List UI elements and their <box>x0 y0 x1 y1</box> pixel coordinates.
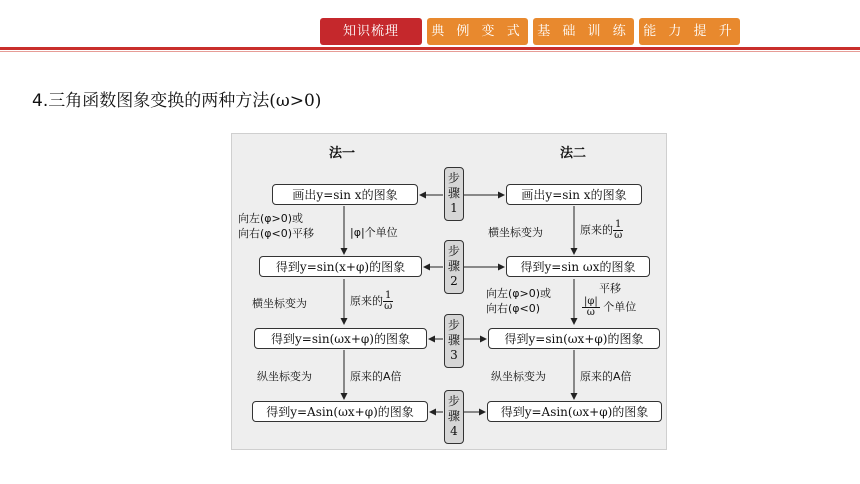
transformation-flowchart <box>231 133 667 450</box>
tab-basic-training[interactable]: 基 础 训 练 <box>533 18 634 45</box>
m2-t2-amount: $\frac{|\varphi|}{\omega}$ 个单位 <box>584 296 637 318</box>
tab-typical-examples[interactable]: 典 例 变 式 <box>427 18 528 45</box>
m2-box-2: 得到y=sin ωx的图象 <box>506 256 650 277</box>
m2-t3-left: 纵坐标变为 <box>491 370 546 383</box>
m1-t1-right: |φ|个单位 <box>350 226 398 239</box>
m1-t1-line2: 向右(φ<0)平移 <box>238 227 315 240</box>
m1-box-2: 得到y=sin(x+φ)的图象 <box>259 256 422 277</box>
m2-t1-left: 横坐标变为 <box>488 226 543 239</box>
step-4-marker: 步 骤 4 <box>444 390 464 444</box>
m1-t3-left: 纵坐标变为 <box>257 370 312 383</box>
m2-t3-right: 原来的A倍 <box>580 370 632 383</box>
m1-box-4: 得到y=Asin(ωx+φ)的图象 <box>252 401 428 422</box>
m2-box-3: 得到y=sin(ωx+φ)的图象 <box>488 328 660 349</box>
step-1-marker: 步 骤 1 <box>444 167 464 221</box>
method2-title: 法二 <box>560 146 587 161</box>
m2-box-4: 得到y=Asin(ωx+φ)的图象 <box>487 401 662 422</box>
m2-t2-top: 平移 <box>599 282 621 295</box>
m2-t2-line2: 向右(φ<0) <box>486 302 541 315</box>
tab-ability-improvement[interactable]: 能 力 提 升 <box>639 18 740 45</box>
m2-t1-right: 原来的 $\frac{1}{\omega}$ <box>580 219 623 241</box>
m1-t2-left: 横坐标变为 <box>252 297 307 310</box>
m1-t2-right: 原来的 $\frac{1}{\omega}$ <box>350 290 393 312</box>
section-heading <box>32 86 321 111</box>
header-rule <box>0 47 860 50</box>
heading-text: 4.三角函数图象变换的两种方法 <box>32 91 270 111</box>
header-rule-thin <box>0 51 860 52</box>
step-2-marker: 步 骤 2 <box>444 240 464 294</box>
m2-box-1: 画出y=sin x的图象 <box>506 184 642 205</box>
m1-box-3: 得到y=sin(ωx+φ)的图象 <box>254 328 427 349</box>
tab-knowledge-review[interactable]: 知识梳理 <box>320 18 422 45</box>
m1-t1-line1: 向左(φ>0)或 <box>238 212 304 225</box>
m2-t2-line1: 向左(φ>0)或 <box>486 287 552 300</box>
step-3-marker: 步 骤 3 <box>444 314 464 368</box>
heading-condition: (ω>0) <box>269 91 322 111</box>
m1-box-1: 画出y=sin x的图象 <box>272 184 418 205</box>
method1-title: 法一 <box>329 146 356 161</box>
m1-t3-right: 原来的A倍 <box>350 370 402 383</box>
